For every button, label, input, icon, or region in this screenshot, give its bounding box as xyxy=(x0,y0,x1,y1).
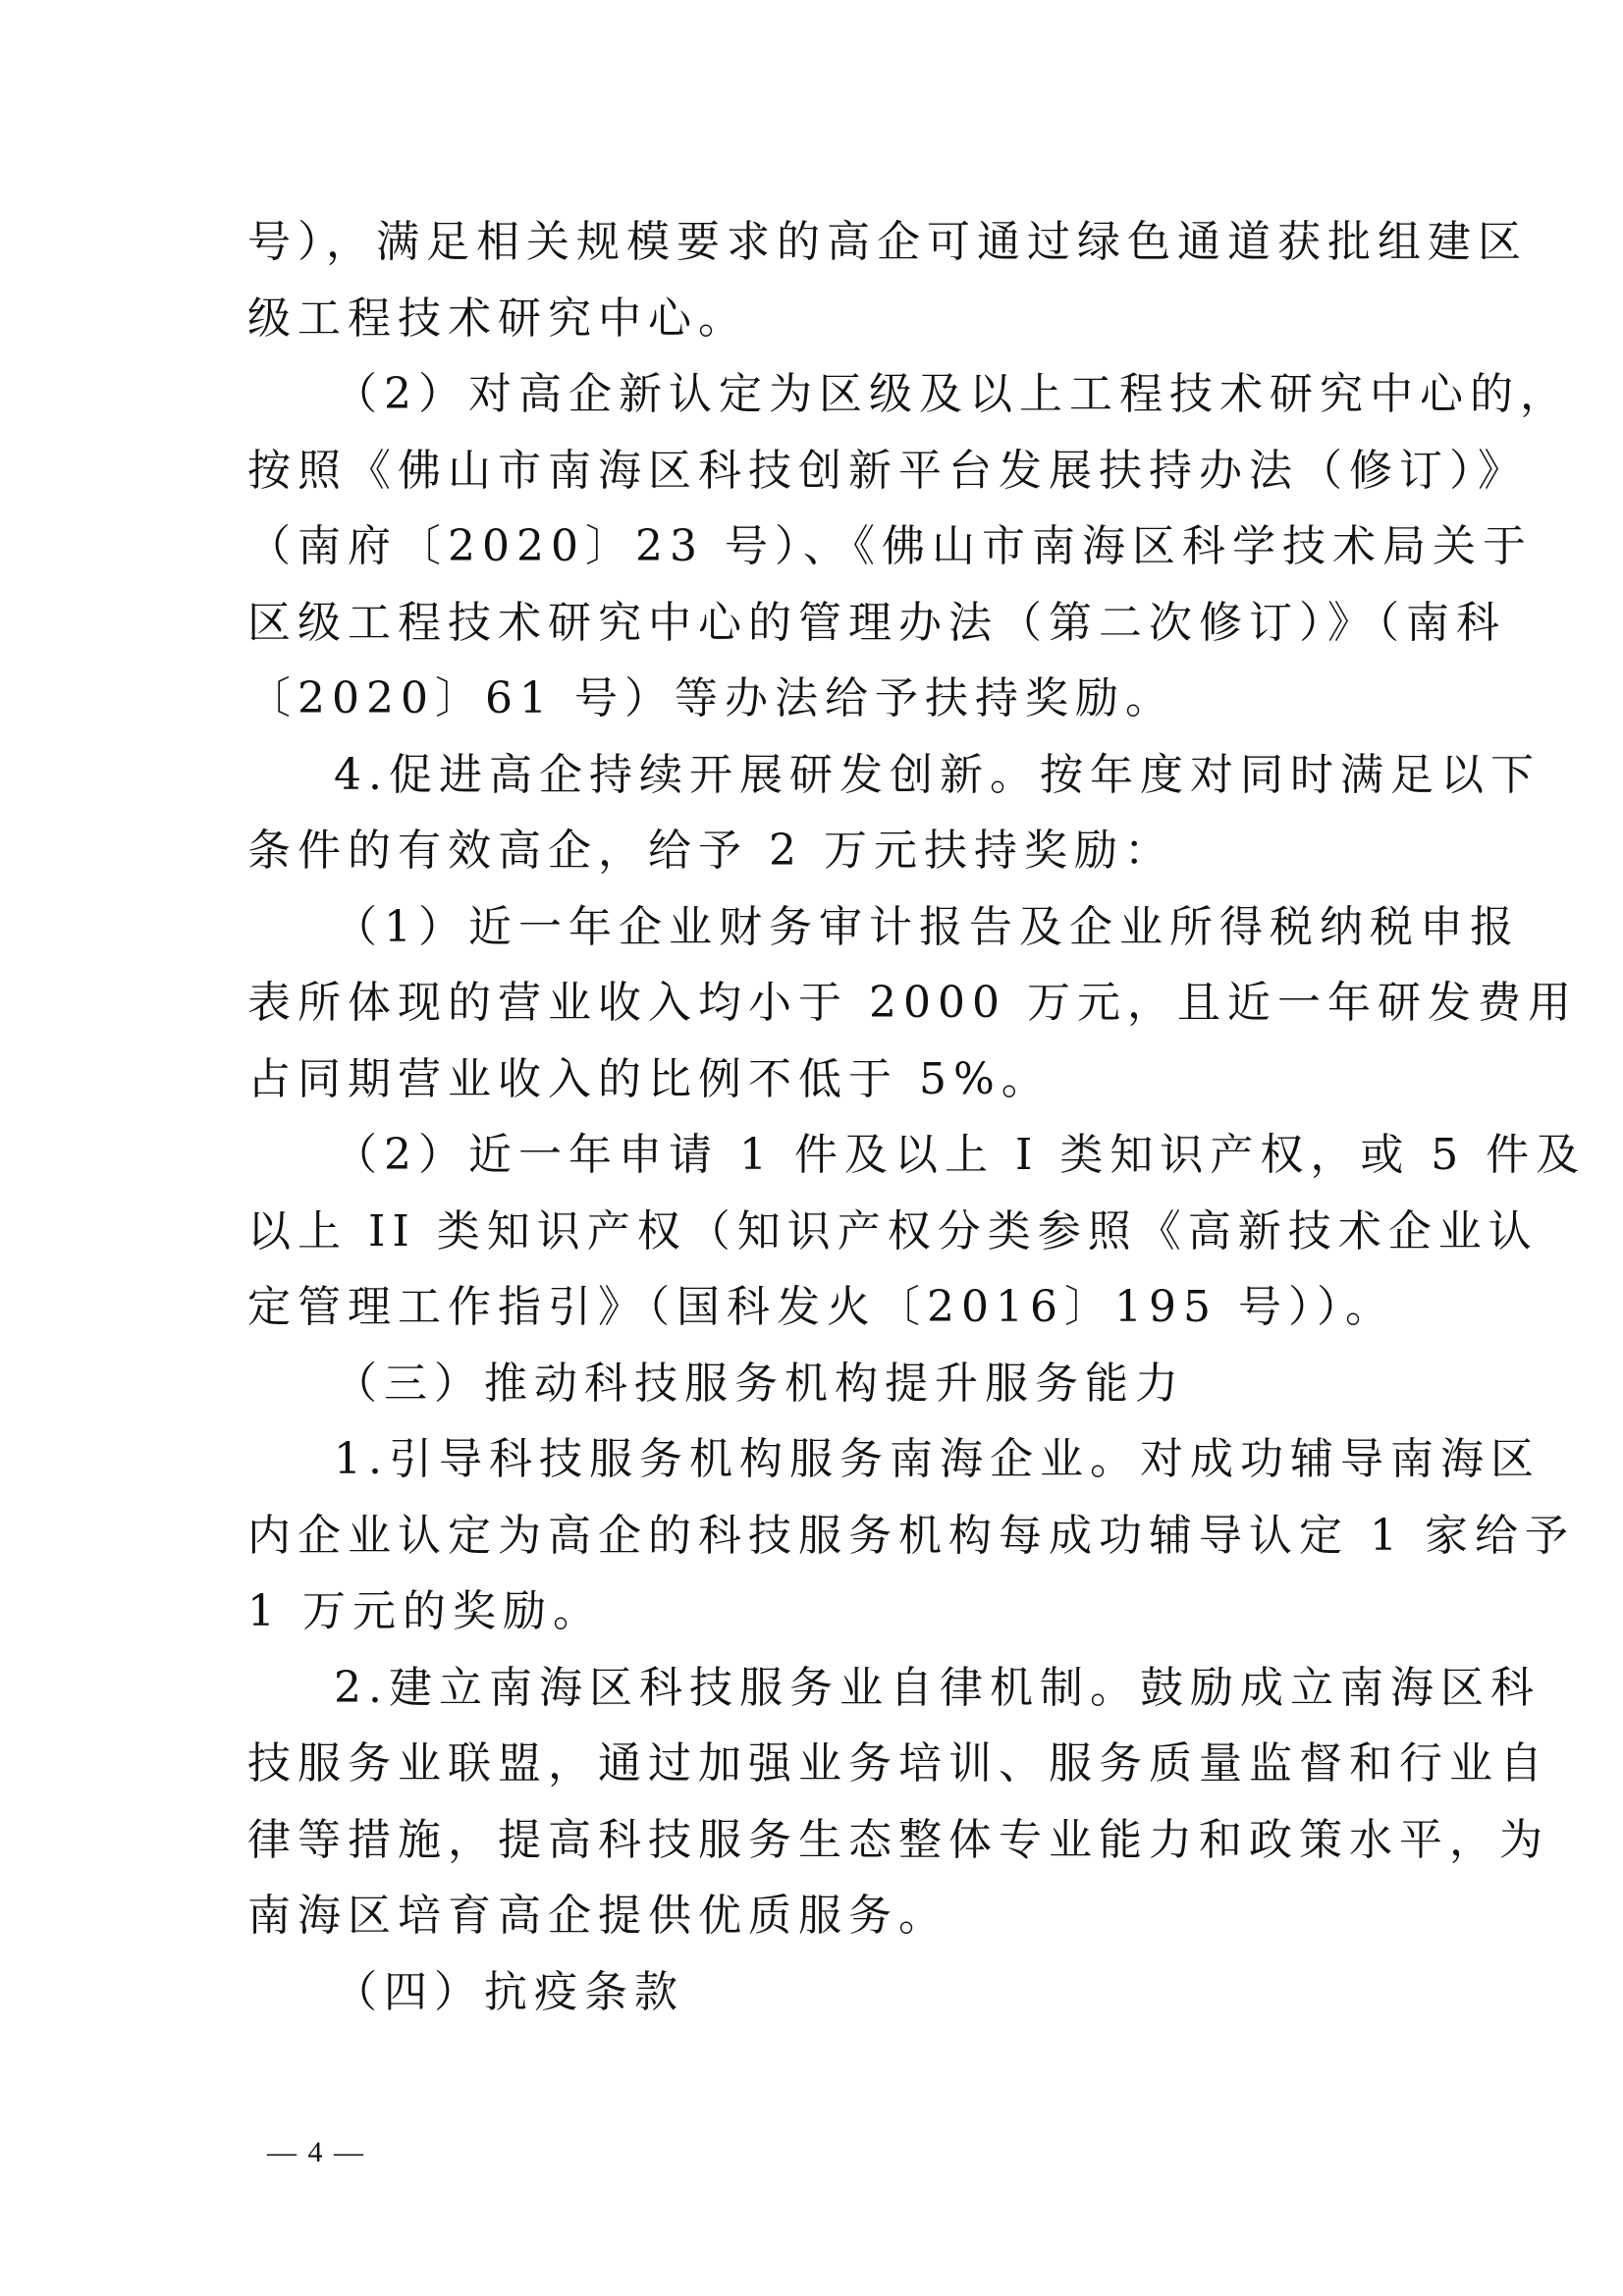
paragraph-line: 定管理工作指引》（国科发火〔2016〕195 号））。 xyxy=(247,1282,1395,1332)
paragraph-line: 占同期营业收入的比例不低于 5%。 xyxy=(247,1053,1052,1104)
paragraph-line: 级工程技术研究中心。 xyxy=(247,293,748,344)
paragraph-line: （2）对高企新认定为区级及以上工程技术研究中心的， xyxy=(334,369,1570,419)
paragraph-line: 南海区培育高企提供优质服务。 xyxy=(247,1891,948,1941)
section-heading: （四）抗疫条款 xyxy=(334,1966,684,2017)
paragraph-line: 1.引导科技服务机构服务南海企业。对成功辅导南海区 xyxy=(334,1434,1541,1484)
paragraph-line: 技服务业联盟，通过加强业务培训、服务质量监督和行业自 xyxy=(247,1738,1549,1789)
paragraph-line: 区级工程技术研究中心的管理办法（第二次修订）》（南科 xyxy=(247,597,1506,648)
section-heading: （三）推动科技服务机构提升服务能力 xyxy=(334,1358,1185,1409)
paragraph-line: 条件的有效高企，给予 2 万元扶持奖励： xyxy=(247,826,1174,876)
paragraph-line: 〔2020〕61 号）等办法给予扶持奖励。 xyxy=(247,673,1175,723)
paragraph-line: 2.建立南海区科技服务业自律机制。鼓励成立南海区科 xyxy=(334,1662,1541,1713)
paragraph-line: 1 万元的奖励。 xyxy=(247,1586,603,1636)
paragraph-line: 律等措施，提高科技服务生态整体专业能力和政策水平，为 xyxy=(247,1814,1549,1865)
page-number: — 4 — xyxy=(267,2136,365,2168)
paragraph-line: （2）近一年申请 1 件及以上 I 类知识产权，或 5 件及 xyxy=(334,1130,1587,1180)
paragraph-line: （1）近一年企业财务审计报告及企业所得税纳税申报 xyxy=(334,901,1520,952)
paragraph-line: 号），满足相关规模要求的高企可通过绿色通道获批组建区 xyxy=(247,217,1528,267)
document-body xyxy=(247,204,1587,2030)
paragraph-line: 4.促进高企持续开展研发创新。按年度对同时满足以下 xyxy=(334,749,1541,800)
paragraph-line: 内企业认定为高企的科技服务机构每成功辅导认定 1 家给予 xyxy=(247,1510,1575,1561)
paragraph-line: （南府〔2020〕23 号）、《佛山市南海区科学技术局关于 xyxy=(247,521,1533,571)
paragraph-line: 按照《佛山市南海区科技创新平台发展扶持办法（修订）》 xyxy=(247,445,1528,496)
paragraph-line: 表所体现的营业收入均小于 2000 万元，且近一年研发费用 xyxy=(247,978,1578,1028)
paragraph-line: 以上 II 类知识产权（知识产权分类参照《高新技术企业认 xyxy=(247,1205,1539,1256)
